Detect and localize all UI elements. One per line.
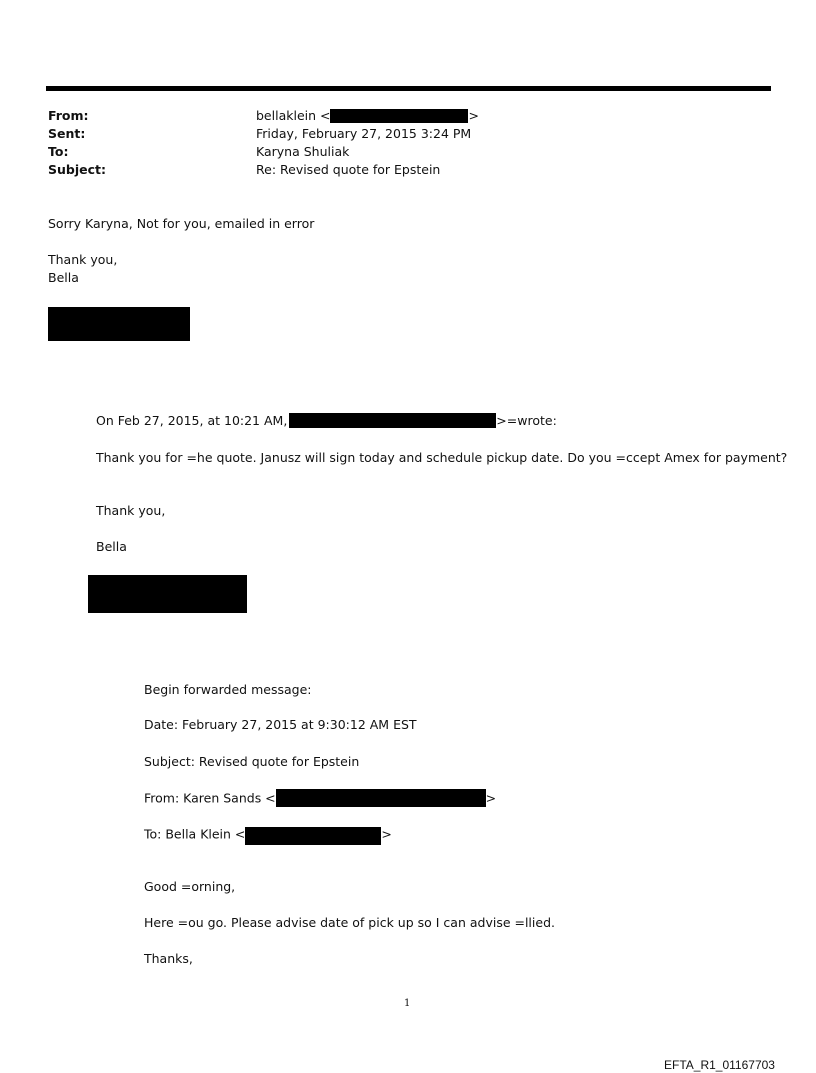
subject-label: Subject:: [48, 162, 106, 177]
quoted-name: Bella: [96, 539, 127, 554]
quoted-signoff: Thank you,: [96, 503, 166, 518]
redaction-box: [289, 413, 496, 428]
quoted-body: Thank you for =he quote. Janusz will sign today and schedule pickup date. Do you =ccept Amex for payment?: [96, 450, 788, 465]
subject-value: Re: Revised quote for Epstein: [256, 162, 441, 177]
redaction-box: [276, 789, 486, 807]
from-value-suffix: >: [468, 108, 479, 123]
forwarded-to: [144, 826, 392, 844]
forwarded-to-prefix: To: Bella Klein <: [144, 826, 246, 842]
forwarded-date: Date: February 27, 2015 at 9:30:12 AM EST: [144, 717, 417, 732]
forwarded-subject: Subject: Revised quote for Epstein: [144, 754, 360, 769]
redaction-box: [330, 109, 468, 123]
from-label: From:: [48, 108, 89, 123]
forwarded-signoff: Thanks,: [144, 951, 193, 966]
from-value: [256, 108, 479, 124]
redaction-box: [48, 307, 190, 341]
bates-number: EFTA_R1_01167703: [664, 1058, 775, 1072]
reply-name: Bella: [48, 270, 79, 285]
forwarded-from-prefix: From: Karen Sands <: [144, 790, 276, 806]
quoted-intro: [96, 413, 557, 429]
forwarded-greeting: Good =orning,: [144, 879, 236, 894]
quoted-intro-prefix: On Feb 27, 2015, at 10:21 AM,: [96, 413, 288, 428]
header-rule: [46, 86, 771, 91]
forwarded-begin: Begin forwarded message:: [144, 682, 312, 697]
reply-line: Sorry Karyna, Not for you, emailed in error: [48, 216, 315, 231]
page-number: 1: [404, 998, 411, 1009]
forwarded-from-suffix: >: [485, 790, 497, 806]
reply-signoff: Thank you,: [48, 252, 118, 267]
to-value: Karyna Shuliak: [256, 144, 350, 159]
redaction-box: [88, 575, 247, 613]
sent-value: Friday, February 27, 2015 3:24 PM: [256, 126, 472, 141]
forwarded-from: [144, 790, 496, 808]
to-label: To:: [48, 144, 69, 159]
redaction-box: [245, 827, 381, 845]
forwarded-to-suffix: >: [381, 826, 392, 842]
sent-label: Sent:: [48, 126, 86, 141]
forwarded-body: Here =ou go. Please advise date of pick up so I can advise =llied.: [144, 915, 555, 930]
from-value-prefix: bellaklein <: [256, 108, 331, 123]
quoted-intro-suffix: >=wrote:: [496, 413, 557, 428]
